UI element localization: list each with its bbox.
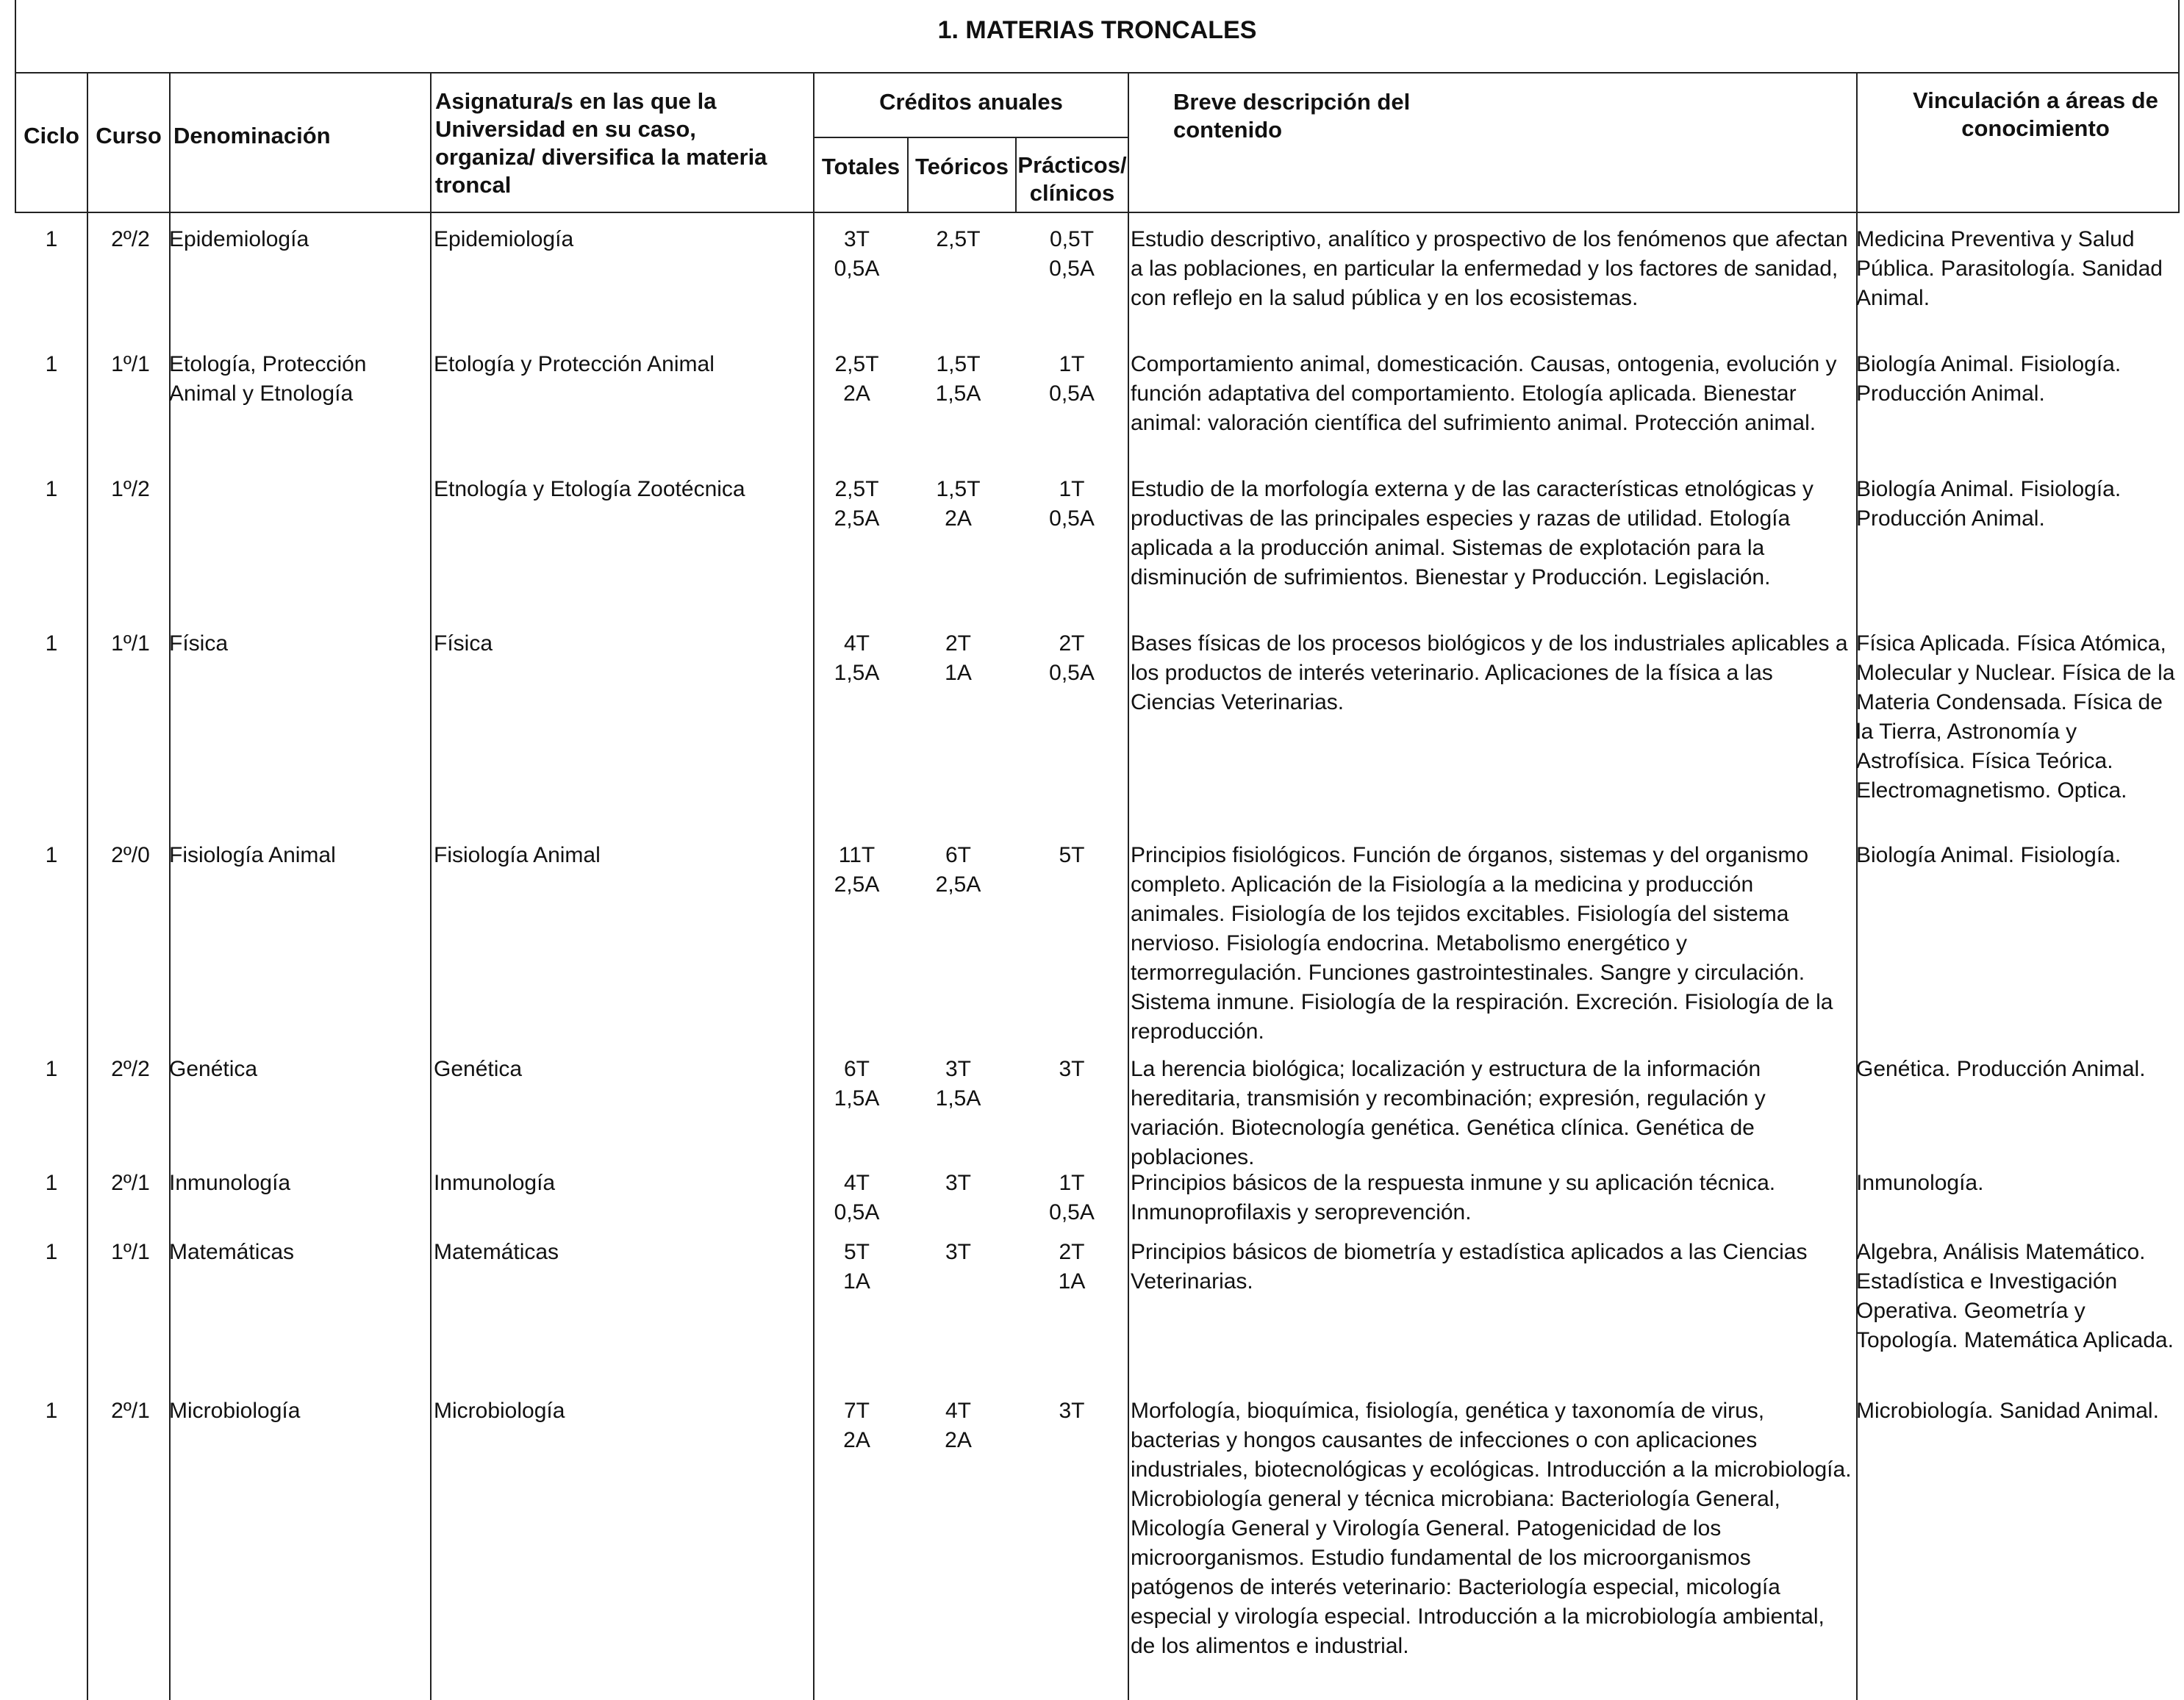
cell-teoricos: 2T 1A (945, 631, 972, 685)
cell-asignatura: Epidemiología (434, 227, 574, 251)
cell-areas: Biología Animal. Fisiología. (1856, 843, 2122, 867)
col-sep-curso (169, 72, 171, 1700)
col-sep-creditos (1128, 72, 1129, 1700)
cell-teoricos: 3T (945, 1171, 971, 1195)
cell-areas: Microbiología. Sanidad Animal. (1856, 1399, 2159, 1423)
cell-curso: 1º/1 (111, 631, 150, 656)
cell-curso: 1º/1 (111, 352, 150, 376)
header-totales: Totales (821, 154, 901, 179)
page-title: 1. MATERIAS TRONCALES (15, 0, 2180, 73)
cell-asignatura: Etología y Protección Animal (434, 352, 715, 376)
cell-ciclo: 1 (45, 1399, 58, 1423)
cell-totales: 6T 1,5A (834, 1057, 880, 1111)
cell-teoricos: 2,5T (936, 227, 981, 251)
header-practicos: Prácticos/ clínicos (1017, 152, 1127, 206)
cell-teoricos: 3T 1,5A (935, 1057, 981, 1111)
cell-curso: 2º/0 (111, 843, 150, 867)
cell-asignatura: Microbiología (434, 1399, 565, 1423)
cell-totales: 2,5T 2,5A (834, 477, 880, 531)
cell-asignatura: Fisiología Animal (434, 843, 601, 867)
cell-practicos: 1T 0,5A (1049, 352, 1095, 406)
cell-totales: 2,5T 2A (834, 352, 879, 406)
cell-practicos: 3T (1059, 1399, 1085, 1423)
cell-denominacion: Inmunología (169, 1171, 291, 1195)
cell-totales: 11T 2,5A (834, 843, 880, 897)
cell-ciclo: 1 (45, 843, 58, 867)
cell-ciclo: 1 (45, 477, 58, 501)
cell-totales: 5T 1A (843, 1240, 870, 1294)
credits-divider (813, 137, 1128, 138)
cell-practicos: 3T (1059, 1057, 1085, 1081)
cell-teoricos: 6T 2,5A (935, 843, 981, 897)
cell-teoricos: 3T (945, 1240, 971, 1264)
cell-practicos: 0,5T 0,5A (1049, 227, 1095, 281)
header-ciclo: Ciclo (24, 123, 79, 148)
cell-ciclo: 1 (45, 227, 58, 251)
cell-practicos: 1T 0,5A (1049, 1171, 1095, 1224)
cell-areas: Medicina Preventiva y Salud Pública. Parasitología. Sanidad Animal. (1856, 227, 2163, 310)
cell-descripcion: Estudio de la morfología externa y de las características etnológicas y productivas de las principales especies y razas de utilidad. Etología aplicada a la producción animal. Sistemas de explotación para la disminución de sufrimientos. Bienestar y Producción. Legislación. (1131, 477, 1814, 589)
cell-descripcion: Principios básicos de la respuesta inmune y su aplicación técnica. Inmunoprofilaxis y seroprevención. (1131, 1171, 1776, 1224)
cell-practicos: 5T (1059, 843, 1085, 867)
header-bottom-border (15, 212, 2180, 213)
cell-teoricos: 1,5T 2A (936, 477, 981, 531)
cell-areas: Biología Animal. Fisiología. Producción Animal. (1856, 477, 2122, 531)
col-sep-denominacion (430, 72, 432, 1700)
cell-denominacion: Física (169, 631, 229, 656)
cell-denominacion: Genética (169, 1057, 258, 1081)
col-sep-ciclo (87, 72, 88, 1700)
cell-descripcion: Principios fisiológicos. Función de órganos, sistemas y del organismo completo. Aplicación de la Fisiología a la medicina y producción animales. Fisiología de los tejidos excitables. Fisiología del sistema nervioso. Fisiología endocrina. Metabolismo energético y termorregulación. Funciones gastrointestinales. Sangre y circulación. Sistema inmune. Fisiología de la respiración. Excreción. Fisiología de la reproducción. (1131, 843, 1833, 1044)
cell-ciclo: 1 (45, 631, 58, 656)
header-descripcion: Breve descripción del contenido (1173, 89, 1411, 143)
cell-asignatura: Física (434, 631, 493, 656)
cell-totales: 4T 1,5A (834, 631, 880, 685)
cell-asignatura: Inmunología (434, 1171, 556, 1195)
header-vinculacion: Vinculación a áreas de conocimiento (1913, 87, 2158, 141)
cell-curso: 2º/1 (111, 1399, 150, 1423)
cell-practicos: 2T 1A (1058, 1240, 1086, 1294)
cell-curso: 1º/2 (111, 477, 150, 501)
cell-areas: Genética. Producción Animal. (1856, 1057, 2146, 1081)
cell-areas: Biología Animal. Fisiología. Producción Animal. (1856, 352, 2122, 406)
cell-teoricos: 1,5T 1,5A (935, 352, 981, 406)
cell-descripcion: La herencia biológica; localización y estructura de la información hereditaria, transmisión y recombinación; expresión, regulación y variación. Biotecnología genética. Genética clínica. Genética de poblaciones. (1131, 1057, 1766, 1169)
cell-denominacion: Epidemiología (169, 227, 309, 251)
cell-ciclo: 1 (45, 352, 58, 376)
cell-areas: Física Aplicada. Física Atómica, Molecular y Nuclear. Física de la Materia Condensada. Física de la Tierra, Astronomía y Astrofísica. Física Teórica. Electromagnetismo. Optica. (1856, 631, 2175, 803)
header-denominacion: Denominación (173, 123, 331, 148)
col-sep-descripcion (1856, 72, 1858, 1700)
header-creditos: Créditos anuales (879, 89, 1063, 115)
cell-curso: 2º/1 (111, 1171, 150, 1195)
cell-areas: Inmunología. (1856, 1171, 1984, 1195)
cell-practicos: 1T 0,5A (1049, 477, 1095, 531)
cell-descripcion: Bases físicas de los procesos biológicos y de los industriales aplicables a los productos de interés veterinario. Aplicaciones de la física a las Ciencias Veterinarias. (1131, 631, 1848, 714)
cell-descripcion: Estudio descriptivo, analítico y prospectivo de los fenómenos que afectan a las poblaciones, en particular la enfermedad y los factores de sanidad, con reflejo en la salud pública y en los ecosistemas. (1131, 227, 1848, 310)
cell-asignatura: Matemáticas (434, 1240, 559, 1264)
cell-totales: 7T 2A (843, 1399, 870, 1452)
cell-descripcion: Morfología, bioquímica, fisiología, genética y taxonomía de virus, bacterias y hongos causantes de infecciones o con aplicaciones industriales, biotecnológicas y ecológicas. Introducción a la microbiología. Microbiología general y técnica microbiana: Bacteriología General, Micología General y Virología General. Patogenicidad de los microorganismos. Estudio fundamental de los microorganismos patógenos de interés veterinario: Bacteriología especial, micología especial y virología especial. Introducción a la microbiología ambiental, de los alimentos e industrial. (1131, 1399, 1852, 1658)
cell-denominacion: Matemáticas (169, 1240, 295, 1264)
cell-totales: 3T 0,5A (834, 227, 880, 281)
cell-ciclo: 1 (45, 1240, 58, 1264)
cell-asignatura: Genética (434, 1057, 523, 1081)
header-curso: Curso (96, 123, 162, 148)
cell-descripcion: Principios básicos de biometría y estadística aplicados a las Ciencias Veterinarias. (1131, 1240, 1808, 1294)
cell-curso: 1º/1 (111, 1240, 150, 1264)
cell-totales: 4T 0,5A (834, 1171, 880, 1224)
cell-descripcion: Comportamiento animal, domesticación. Causas, ontogenia, evolución y función adaptativa del comportamiento. Etología aplicada. Bienestar animal: valoración científica del sufrimiento animal. Protección animal. (1131, 352, 1837, 435)
cell-denominacion: Microbiología (169, 1399, 301, 1423)
header-teoricos: Teóricos (915, 154, 1009, 179)
cell-ciclo: 1 (45, 1057, 58, 1081)
cell-areas: Algebra, Análisis Matemático. Estadística e Investigación Operativa. Geometría y Topología. Matemática Aplicada. (1856, 1240, 2174, 1352)
header-asignaturas: Asignatura/s en las que la Universidad en su caso, organiza/ diversifica la materia troncal (435, 88, 767, 198)
header-top-border (15, 72, 2180, 73)
cell-curso: 2º/2 (111, 227, 150, 251)
cell-practicos: 2T 0,5A (1049, 631, 1095, 685)
cell-denominacion: Fisiología Animal (169, 843, 336, 867)
cell-ciclo: 1 (45, 1171, 58, 1195)
cell-teoricos: 4T 2A (945, 1399, 972, 1452)
cell-asignatura: Etnología y Etología Zootécnica (434, 477, 745, 501)
cell-curso: 2º/2 (111, 1057, 150, 1081)
cell-denominacion: Etología, Protección Animal y Etnología (169, 352, 367, 406)
